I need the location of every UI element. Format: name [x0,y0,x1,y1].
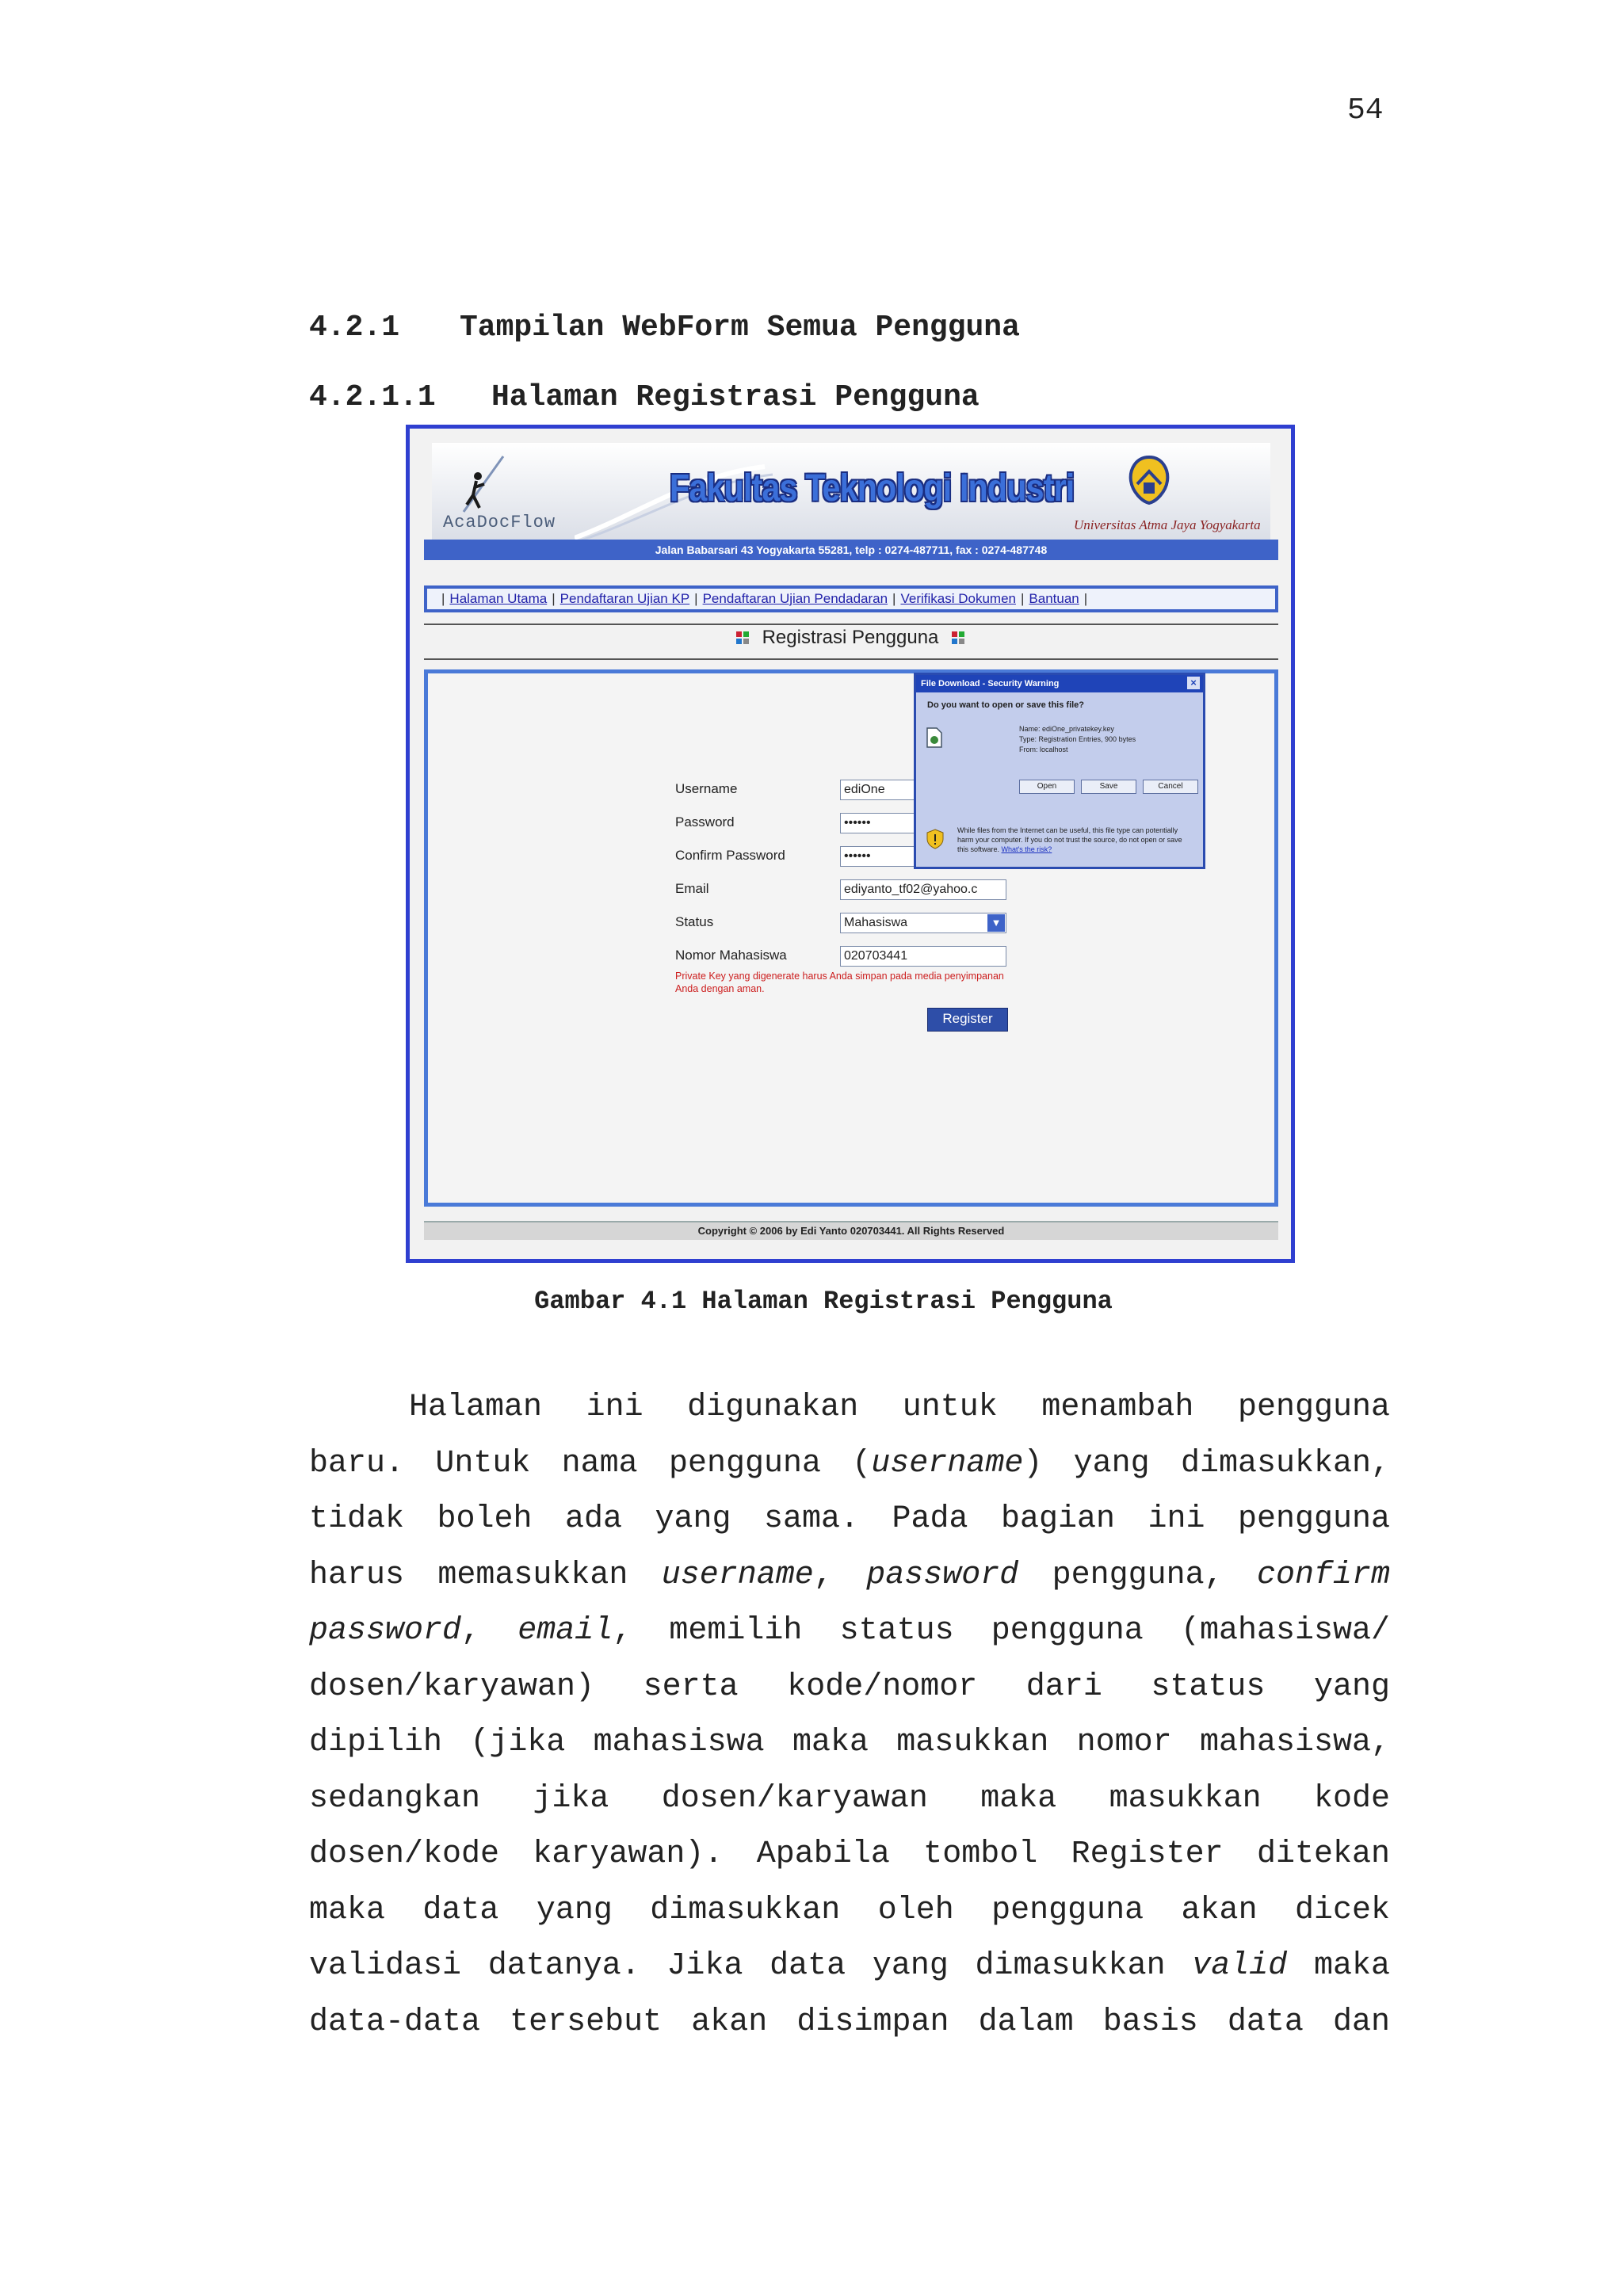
main-nav: | Halaman Utama | Pendaftaran Ujian KP | Pendaftaran Ujian Pendadaran | Verifikasi Dokumen | Bantuan | [424,585,1278,612]
university-seal-icon [1121,452,1177,508]
text-line: dosen/karyawan) serta kode/nomor dari status yang [309,1669,1390,1705]
form-icon [951,631,965,645]
password-label: Password [675,814,735,830]
text-line: tidak boleh ada yang sama. Pada bagian ini pengguna [309,1501,1390,1537]
status-label: Status [675,914,714,929]
copyright-footer: Copyright © 2006 by Edi Yanto 020703441. All Rights Reserved [424,1221,1278,1240]
section-title: Tampilan WebForm Semua Pengguna [460,311,1020,345]
close-icon[interactable]: × [1187,677,1200,689]
chevron-down-icon[interactable]: ▼ [987,914,1005,932]
app-logo-text: AcaDocFlow [443,513,556,532]
text-line: baru. Untuk nama pengguna (username) yang dimasukkan, [309,1445,1390,1482]
nav-bantuan[interactable]: Bantuan [1029,591,1079,606]
password-input[interactable]: •••••• [840,813,1006,833]
nav-pendaftaran-ujian-kp[interactable]: Pendaftaran Ujian KP [559,591,690,606]
text-line: maka data yang dimasukkan oleh pengguna akan dicek [309,1892,1390,1928]
register-button[interactable]: Register [927,1008,1008,1032]
figure-caption: Gambar 4.1 Halaman Registrasi Pengguna [534,1287,1113,1316]
open-button[interactable]: Open [1019,780,1075,794]
file-download-dialog [914,673,1205,869]
section-heading [309,311,1020,345]
text-line: sedangkan jika dosen/karyawan maka masukkan kode [309,1780,1390,1817]
text-line: dosen/kode karyawan). Apabila tombol Register ditekan [309,1836,1390,1872]
faculty-title: Fakultas Teknologi Industri [670,467,1075,509]
divider [424,624,1278,625]
cancel-button[interactable]: Cancel [1143,780,1198,794]
warning-shield-icon [926,829,945,849]
file-icon [926,727,943,748]
email-label: Email [675,881,709,896]
text-line: Halaman ini digunakan untuk menambah pengguna [409,1390,1390,1425]
confirm-password-label: Confirm Password [675,848,785,863]
private-key-hint: Private Key yang digenerate harus Anda simpan pada media penyimpanan Anda dengan aman. [675,971,1004,994]
form-icon [735,631,750,645]
page-number: 54 [1347,93,1384,128]
username-input[interactable]: ediOne [840,780,1006,800]
text-line: validasi datanya. Jika data yang dimasukkan valid maka [309,1948,1390,1984]
dialog-file-info: Name: ediOne_privatekey.key Type: Registration Entries, 900 bytes From: localhost [1019,725,1136,753]
text-line: dipilih (jika mahasiswa maka masukkan nomor mahasiswa, [309,1725,1390,1760]
body-paragraph [309,1380,1390,2050]
subsection-number: 4.2.1.1 [309,380,436,414]
risk-link[interactable]: What's the risk? [1001,845,1052,853]
form-title [410,627,1291,649]
nav-pendaftaran-ujian-pendadaran[interactable]: Pendaftaran Ujian Pendadaran [702,591,888,606]
subsection-heading [309,380,980,414]
dialog-warning: While files from the Internet can be useful, this file type can potentially harm your computer. If you do not trust the source, do not open or save this software. What's the risk? [957,826,1182,853]
username-label: Username [675,781,738,796]
text-line: harus memasukkan username, password pengguna, confirm [309,1557,1390,1593]
text-line: data-data tersebut akan disimpan dalam basis data dan [309,2004,1390,2040]
form-title-text: Registrasi Pengguna [762,627,939,648]
nomor-mahasiswa-input[interactable]: 020703441 [840,946,1006,967]
status-select-value: Mahasiswa [844,916,908,929]
dialog-question: Do you want to open or save this file? [927,700,1085,710]
university-name: Universitas Atma Jaya Yogyakarta [1074,517,1261,532]
registration-screenshot [406,425,1295,1263]
email-input[interactable]: ediyanto_tf02@yahoo.c [840,879,1006,900]
status-select[interactable] [840,913,1006,933]
subsection-title: Halaman Registrasi Pengguna [491,380,980,414]
save-button[interactable]: Save [1081,780,1136,794]
dialog-title: File Download - Security Warning × [916,675,1203,692]
nav-halaman-utama[interactable]: Halaman Utama [449,591,548,606]
nomor-mahasiswa-label: Nomor Mahasiswa [675,948,787,963]
text-line: password, email, memilih status pengguna (mahasiswa/ [309,1613,1390,1649]
divider [424,658,1278,660]
section-number: 4.2.1 [309,311,400,345]
site-banner [432,443,1270,545]
nav-verifikasi-dokumen[interactable]: Verifikasi Dokumen [900,591,1016,606]
address-bar: Jalan Babarsari 43 Yogyakarta 55281, telp : 0274-487711, fax : 0274-487748 [424,540,1278,560]
confirm-password-input[interactable]: •••••• [840,846,1006,867]
climber-icon [456,452,511,516]
